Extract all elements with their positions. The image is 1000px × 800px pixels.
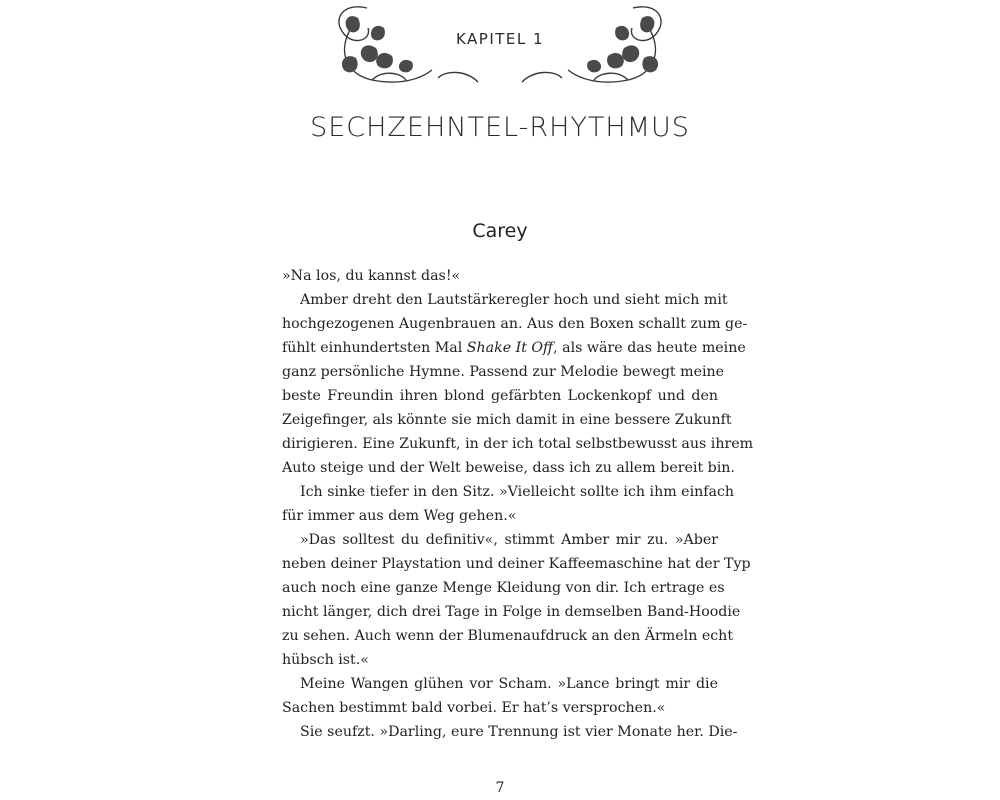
text-line [282,336,746,360]
text-line: ganz persönliche Hymne. Passend zur Melodie bewegt meine [282,364,725,380]
chapter-title: SECHZEHNTEL-RHYTHMUS [310,112,690,143]
pov-character-heading: Carey [472,220,528,242]
chapter-label: KAPITEL 1 [455,30,545,48]
floral-ornament-icon [272,0,728,100]
text-line: auch noch eine ganze Menge Kleidung von dir. Ich ertrage es [282,580,725,596]
text-segment: fühlt einhundertsten Mal [282,340,467,356]
text-line: »Na los, du kannst das!« [282,268,461,284]
song-title: Shake It Off [466,340,554,356]
chapter-body-text [282,264,754,744]
text-line: für immer aus dem Weg gehen.« [282,508,517,524]
text-line: neben deiner Playstation und deiner Kaffeemaschine hat der Typ [282,556,751,572]
text-line: Zeigefinger, als könnte sie mich damit in eine bessere Zukunft [282,412,732,428]
text-line: zu sehen. Auch wenn der Blumenaufdruck an den Ärmeln echt [282,628,734,644]
book-page [272,0,754,800]
text-line: Sie seufzt. »Darling, eure Trennung ist vier Monate her. Die- [300,724,738,740]
text-line: Sachen bestimmt bald vorbei. Er hat’s versprochen.« [282,700,666,716]
text-segment: , als wäre das heute meine [553,340,746,356]
text-line: Amber dreht den Lautstärkeregler hoch und sieht mich mit [300,292,728,308]
page-number: 7 [495,780,505,796]
text-line: beste Freundin ihren blond gefärbten Lockenkopf und den [282,388,718,404]
text-line: Auto steige und der Welt beweise, dass ich zu allem bereit bin. [282,460,735,476]
text-line: »Das solltest du definitiv«, stimmt Amber mir zu. »Aber [300,532,718,548]
text-line: nicht länger, dich drei Tage in Folge in demselben Band-Hoodie [282,604,741,620]
text-line: hübsch ist.« [282,652,369,668]
text-line: Meine Wangen glühen vor Scham. »Lance bringt mir die [300,676,718,692]
text-line: Ich sinke tiefer in den Sitz. »Vielleicht sollte ich ihm einfach [300,484,735,500]
text-line: dirigieren. Eine Zukunft, in der ich total selbstbewusst aus ihrem [282,436,754,452]
text-line: hochgezogenen Augenbrauen an. Aus den Boxen schallt zum ge- [282,316,748,332]
